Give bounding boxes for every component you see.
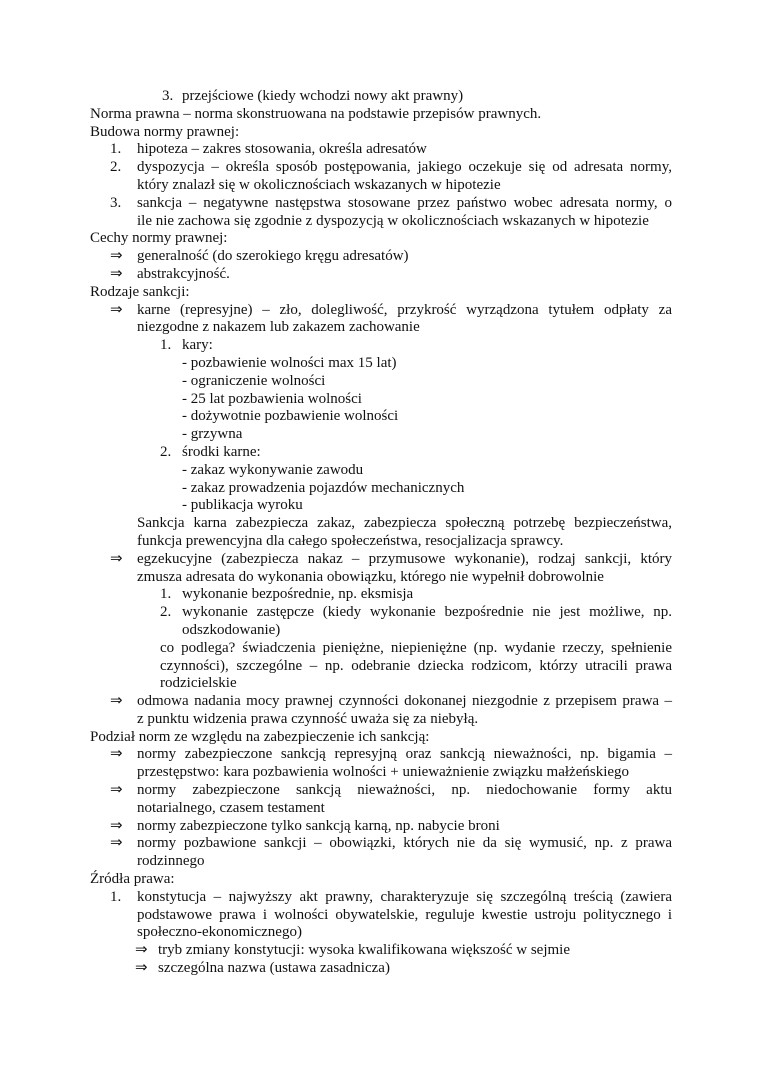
paragraph-line: czynności), szczególne – np. odebranie dziecka rodzicom, którzy utracili prawa bbox=[160, 657, 672, 674]
sublist-item: 2. środki karne: bbox=[160, 443, 261, 460]
list-item: ⇒ odmowa nadania mocy prawnej czynności dokonanej niezgodnie z przepisem prawa – bbox=[110, 693, 672, 710]
sublist-item: ⇒ tryb zmiany konstytucji: wysoka kwalifikowana większość w sejmie bbox=[135, 942, 570, 959]
list-item: ⇒ normy zabezpieczone sankcją nieważności, np. niedochowanie formy aktu bbox=[110, 782, 672, 799]
list-item: ⇒ normy zabezpieczone sankcją represyjną oraz sankcją nieważności, np. bigamia – bbox=[110, 746, 672, 763]
list-item-continuation: podstawowe prawa i wolności obywatelskie, reguluje kwestie ustroju politycznego i bbox=[137, 906, 672, 923]
list-item-continuation: notarialnego, czasem testament bbox=[137, 799, 325, 816]
list-item-continuation: zmusza adresata do wykonania obowiązku, którego nie wypełnił dobrowolnie bbox=[137, 568, 604, 585]
paragraph-line: Sankcja karna zabezpiecza zakaz, zabezpiecza społeczną potrzebę bezpieczeństwa, bbox=[137, 515, 672, 532]
arrow-icon: ⇒ bbox=[135, 960, 148, 977]
list-item: ⇒ normy zabezpieczone tylko sankcją karną, np. nabycie broni bbox=[110, 817, 500, 834]
list-item-continuation: społeczno-ekonomicznego) bbox=[137, 924, 302, 941]
notes-body bbox=[90, 88, 672, 978]
list-item-continuation: ile nie zachowa się zgodnie z dyspozycją w okolicznościach wskazanych w hipotezie bbox=[137, 212, 649, 229]
arrow-icon: ⇒ bbox=[110, 301, 123, 318]
list-item: 3. sankcja – negatywne następstwa stosowane przez państwo wobec adresata normy, o bbox=[110, 194, 672, 211]
paragraph-line: funkcja prewencyjna dla całego społeczeństwa, resocjalizacja sprawcy. bbox=[137, 532, 564, 549]
list-item: ⇒ generalność (do szerokiego kręgu adresatów) bbox=[110, 248, 409, 265]
paragraph-line: rodzicielskie bbox=[160, 675, 237, 692]
penalty-item: - zakaz prowadzenia pojazdów mechanicznych bbox=[182, 479, 465, 496]
paragraph-line: co podlega? świadczenia pieniężne, niepieniężne (np. wydanie rzeczy, spełnienie bbox=[160, 639, 672, 656]
arrow-icon: ⇒ bbox=[110, 550, 123, 567]
list-item: ⇒ abstrakcyjność. bbox=[110, 265, 230, 282]
arrow-icon: ⇒ bbox=[110, 782, 123, 799]
penalty-item: - pozbawienie wolności max 15 lat) bbox=[182, 354, 397, 371]
list-item: ⇒ karne (represyjne) – zło, dolegliwość, przykrość wyrządzona tytułem odpłaty za bbox=[110, 301, 672, 318]
sublist-item: 1. wykonanie bezpośrednie, np. eksmisja bbox=[160, 586, 414, 603]
sublist-item: 2. wykonanie zastępcze (kiedy wykonanie bezpośrednie nie jest możliwe, np. bbox=[160, 604, 672, 621]
list-item: 1. konstytucja – najwyższy akt prawny, charakteryzuje się szczególną treścią (zawiera bbox=[110, 888, 672, 905]
arrow-icon: ⇒ bbox=[135, 942, 148, 959]
norm-definition: Norma prawna – norma skonstruowana na podstawie przepisów prawnych. bbox=[90, 105, 542, 122]
section-heading: Rodzaje sankcji: bbox=[90, 283, 190, 300]
list-item: 2. dyspozycja – określa sposób postępowania, jakiego oczekuje się od adresata normy, bbox=[110, 159, 672, 176]
section-heading: Budowa normy prawnej: bbox=[90, 123, 240, 140]
arrow-icon: ⇒ bbox=[110, 817, 123, 834]
penalty-item: - 25 lat pozbawienia wolności bbox=[182, 390, 362, 407]
list-item: ⇒ egzekucyjne (zabezpiecza nakaz – przymusowe wykonanie), rodzaj sankcji, który bbox=[110, 550, 672, 567]
list-item-continuation: rodzinnego bbox=[137, 853, 205, 870]
penalty-item: - grzywna bbox=[182, 426, 243, 443]
list-item-continuation: z punktu widzenia prawa czynność uważa się za niebyłą. bbox=[137, 710, 479, 727]
list-item: 1. hipoteza – zakres stosowania, określa adresatów bbox=[110, 141, 427, 158]
arrow-icon: ⇒ bbox=[110, 693, 123, 710]
list-item-continuation: który znalazł się w okolicznościach wskazanych w hipotezie bbox=[137, 176, 501, 193]
list-item-continuation: przestępstwo: kara pozbawienia wolności + unieważnienie związku małżeńskiego bbox=[137, 764, 630, 781]
section-heading: Źródła prawa: bbox=[90, 871, 175, 888]
section-heading: Podział norm ze względu na zabezpieczenie ich sankcją: bbox=[90, 728, 430, 745]
arrow-icon: ⇒ bbox=[110, 835, 123, 852]
list-item: ⇒ normy pozbawione sankcji – obowiązki, których nie da się wymusić, np. z prawa bbox=[110, 835, 672, 852]
sublist-item-continuation: odszkodowanie) bbox=[182, 621, 281, 638]
sublist-item: ⇒ szczególna nazwa (ustawa zasadnicza) bbox=[135, 960, 390, 977]
penalty-item: - dożywotnie pozbawienie wolności bbox=[182, 408, 399, 425]
penalty-item: - ograniczenie wolności bbox=[182, 372, 326, 389]
arrow-icon: ⇒ bbox=[110, 265, 123, 282]
section-heading: Cechy normy prawnej: bbox=[90, 230, 228, 247]
list-item-continuation: niezgodne z nakazem lub zakazem zachowanie bbox=[137, 319, 420, 336]
penalty-item: - zakaz wykonywanie zawodu bbox=[182, 461, 364, 478]
arrow-icon: ⇒ bbox=[110, 746, 123, 763]
penalty-item: - publikacja wyroku bbox=[182, 497, 303, 514]
arrow-icon: ⇒ bbox=[110, 248, 123, 265]
sublist-item: 1. kary: bbox=[160, 337, 213, 354]
list-item: 3. przejściowe (kiedy wchodzi nowy akt prawny) bbox=[162, 88, 464, 104]
